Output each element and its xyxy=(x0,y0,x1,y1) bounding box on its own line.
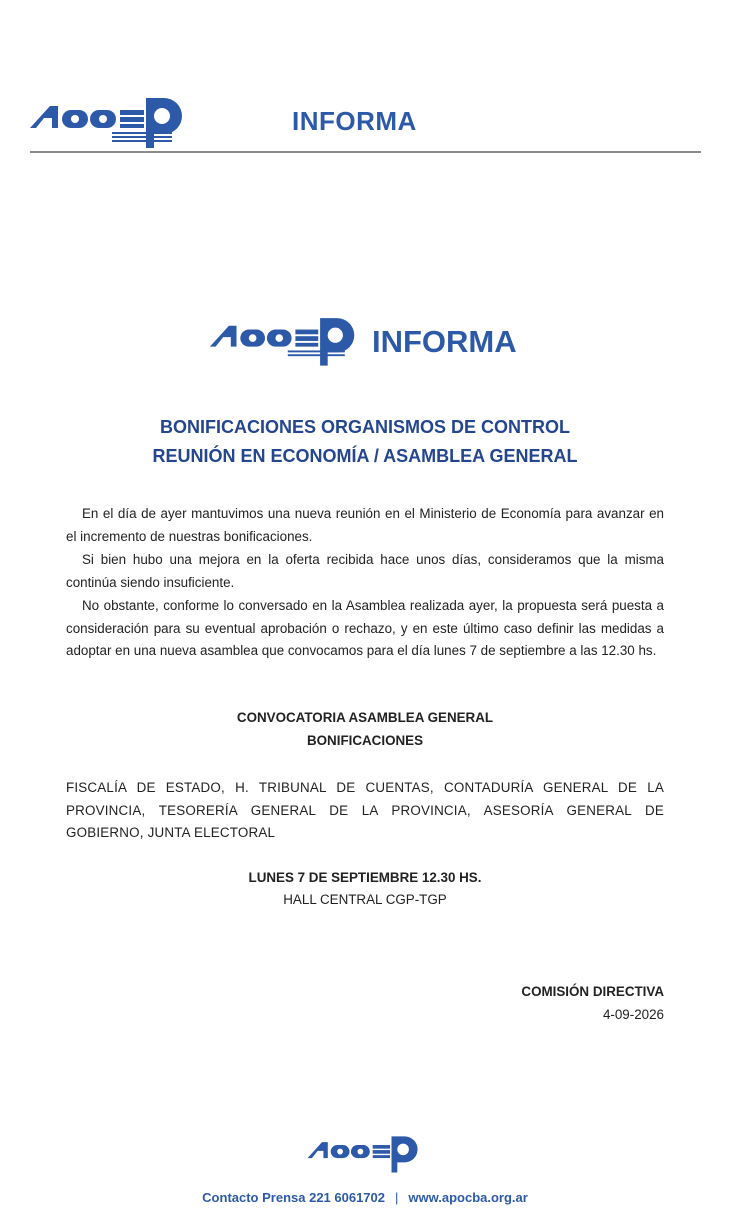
paragraph xyxy=(66,549,664,594)
apocp-logo-footer xyxy=(306,1132,422,1174)
paragraph xyxy=(66,595,664,663)
document-subtitle: REUNIÓN EN ECONOMÍA / ASAMBLEA GENERAL xyxy=(152,446,578,466)
header-informa: INFORMA xyxy=(292,106,417,136)
footer-contact xyxy=(0,1190,730,1205)
convocatoria-heading: CONVOCATORIA ASAMBLEA GENERAL xyxy=(236,710,494,725)
meeting-date: LUNES 7 DE SEPTIEMBRE 12.30 HS. xyxy=(248,870,482,885)
signature-name: COMISIÓN DIRECTIVA xyxy=(521,984,664,999)
signature-date: 4-09-2026 xyxy=(602,1007,664,1022)
meeting-place: HALL CENTRAL CGP-TGP xyxy=(283,892,447,907)
organismos-list: FISCALÍA DE ESTADO, H. TRIBUNAL DE CUENTAS, CONTADURÍA GENERAL DE LA PROVINCIA, TESORERÍA GENERAL DE LA PROVINCIA, ASESORÍA GENERAL DE GOBIERNO, JUNTA ELECTORAL xyxy=(66,780,664,840)
footer-separator: | xyxy=(395,1190,399,1205)
paragraph-text: Si bien hubo una mejora en la oferta recibida hace unos días, consideramos que la misma continúa siendo insuficiente. xyxy=(66,552,664,590)
website-link[interactable]: www.apocba.org.ar xyxy=(408,1190,528,1205)
apocp-logo-header xyxy=(28,92,188,150)
apocp-logo-center xyxy=(208,312,360,368)
convocatoria-subheading: BONIFICACIONES xyxy=(306,733,424,748)
header-divider xyxy=(30,151,701,153)
document-title: BONIFICACIONES ORGANISMOS DE CONTROL xyxy=(159,417,570,437)
brand-informa: INFORMA xyxy=(372,324,517,359)
paragraph-text: No obstante, conforme lo conversado en la Asamblea realizada ayer, la propuesta será puesta a consideración para su eventual aprobación o rechazo, y en este último caso definir las medidas a adoptar en una nueva asamblea que convocamos para el día lunes 7 de septiembre a las 12.30 hs. xyxy=(66,598,664,658)
paragraph xyxy=(66,503,664,548)
press-contact: Contacto Prensa 221 6061702 xyxy=(202,1190,385,1205)
paragraph-text: En el día de ayer mantuvimos una nueva reunión en el Ministerio de Economía para avanzar en el incremento de nuestras bonificaciones. xyxy=(66,506,664,544)
